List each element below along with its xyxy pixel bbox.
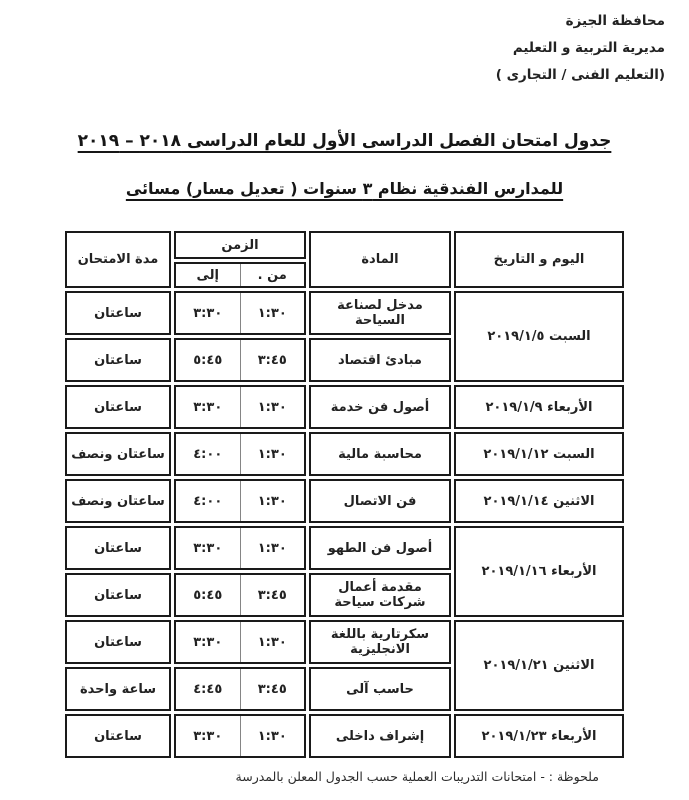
header-time-to: إلى <box>196 267 219 283</box>
time-cell <box>174 385 306 429</box>
duration-cell: ساعتان <box>65 573 171 617</box>
time-cell <box>174 479 306 523</box>
time-wrap <box>176 669 304 709</box>
time-wrap <box>176 434 304 474</box>
subject-cell: مقدمة أعمال شركات سياحة <box>309 573 451 617</box>
time-cell <box>174 432 306 476</box>
day-date-cell: الاثنين ٢٠١٩/١/٢١ <box>454 620 624 711</box>
duration-cell: ساعتان <box>65 526 171 570</box>
header-row-1 <box>65 231 624 259</box>
day-date-cell: الأربعاء ٢٠١٩/١/١٦ <box>454 526 624 617</box>
day-date-cell: الأربعاء ٢٠١٩/١/٩ <box>454 385 624 429</box>
time-from-value: ٣:٤٥ <box>240 340 305 380</box>
time-to-value: ٣:٣٠ <box>193 399 223 415</box>
time-from-value: ١:٣٠ <box>240 622 305 662</box>
exam-row <box>65 620 624 664</box>
time-from-value: ١:٣٠ <box>240 387 305 427</box>
time-from-value: ٣:٤٥ <box>240 669 305 709</box>
duration-cell: ساعتان ونصف <box>65 479 171 523</box>
header-time-sub <box>174 262 306 288</box>
time-to-value: ٣:٣٠ <box>193 305 223 321</box>
subject-cell: مبادئ اقتصاد <box>309 338 451 382</box>
duration-cell: ساعتان <box>65 714 171 758</box>
subject-cell: محاسبة مالية <box>309 432 451 476</box>
table-header <box>65 231 624 288</box>
document-subtitle: للمدارس الفندقية نظام ٣ سنوات ( تعديل مسار) مسائى <box>125 179 564 198</box>
time-cell <box>174 291 306 335</box>
time-cell <box>174 667 306 711</box>
time-from-value: ١:٣٠ <box>240 528 305 568</box>
subject-cell: حاسب آلى <box>309 667 451 711</box>
time-to-value: ٣:٣٠ <box>193 540 223 556</box>
exam-schedule-table <box>62 228 627 761</box>
time-to-value: ٤:٠٠ <box>193 446 223 462</box>
day-date-cell: السبت ٢٠١٩/١/٥ <box>454 291 624 382</box>
time-to-value: ٤:٠٠ <box>193 493 223 509</box>
duration-cell: ساعتان <box>65 620 171 664</box>
subject-cell: مدخل لصناعة السياحة <box>309 291 451 335</box>
header-time-from: من . <box>240 264 305 286</box>
time-wrap <box>176 528 304 568</box>
time-wrap <box>176 387 304 427</box>
duration-cell: ساعتان <box>65 291 171 335</box>
time-wrap <box>176 481 304 521</box>
day-date-cell: السبت ٢٠١٩/١/١٢ <box>454 432 624 476</box>
subject-cell: أصول فن خدمة <box>309 385 451 429</box>
header-subject: المادة <box>309 231 451 288</box>
exam-row <box>65 479 624 523</box>
document-title: جدول امتحان الفصل الدراسى الأول للعام الدراسى ٢٠١٨ – ٢٠١٩ <box>77 131 612 151</box>
subject-cell: إشراف داخلى <box>309 714 451 758</box>
exam-row <box>65 714 624 758</box>
subject-cell: سكرتارية باللغة الانجليزية <box>309 620 451 664</box>
header-time: الزمن <box>174 231 306 259</box>
day-date-cell: الاثنين ٢٠١٩/١/١٤ <box>454 479 624 523</box>
time-cell <box>174 338 306 382</box>
header-duration: مدة الامتحان <box>65 231 171 288</box>
header-time-subwrap <box>176 264 304 286</box>
time-wrap <box>176 622 304 662</box>
header-day-date: اليوم و التاريخ <box>454 231 624 288</box>
time-wrap <box>176 340 304 380</box>
time-from-value: ١:٣٠ <box>240 716 305 756</box>
exam-row <box>65 385 624 429</box>
time-wrap <box>176 293 304 333</box>
day-date-cell: الأربعاء ٢٠١٩/١/٢٣ <box>454 714 624 758</box>
subject-cell: فن الاتصال <box>309 479 451 523</box>
time-from-value: ٣:٤٥ <box>240 575 305 615</box>
time-cell <box>174 714 306 758</box>
duration-cell: ساعتان <box>65 338 171 382</box>
letterhead-governorate: محافظة الجيزة <box>565 13 665 29</box>
time-from-value: ١:٣٠ <box>240 434 305 474</box>
time-from-value: ١:٣٠ <box>240 481 305 521</box>
letterhead-directorate: مديرية التربية و التعليم <box>512 40 665 56</box>
schedule-table-body <box>65 291 624 758</box>
time-to-value: ٥:٤٥ <box>193 587 223 603</box>
letterhead <box>496 8 665 89</box>
time-cell <box>174 526 306 570</box>
exam-row <box>65 526 624 570</box>
duration-cell: ساعة واحدة <box>65 667 171 711</box>
duration-cell: ساعتان ونصف <box>65 432 171 476</box>
time-to-value: ٣:٣٠ <box>193 728 223 744</box>
time-cell <box>174 573 306 617</box>
time-wrap <box>176 716 304 756</box>
letterhead-education-type: (التعليم الفنى / التجارى ) <box>495 67 665 83</box>
subject-cell: أصول فن الطهو <box>309 526 451 570</box>
footnote: ملحوظة : - امتحانات التدريبات العملية حسب الجدول المعلن بالمدرسة <box>235 769 599 784</box>
time-to-value: ٤:٤٥ <box>193 681 223 697</box>
duration-cell: ساعتان <box>65 385 171 429</box>
exam-row <box>65 432 624 476</box>
time-from-value: ١:٣٠ <box>240 293 305 333</box>
time-cell <box>174 620 306 664</box>
exam-row <box>65 291 624 335</box>
time-wrap <box>176 575 304 615</box>
time-to-value: ٣:٣٠ <box>193 634 223 650</box>
time-to-value: ٥:٤٥ <box>193 352 223 368</box>
